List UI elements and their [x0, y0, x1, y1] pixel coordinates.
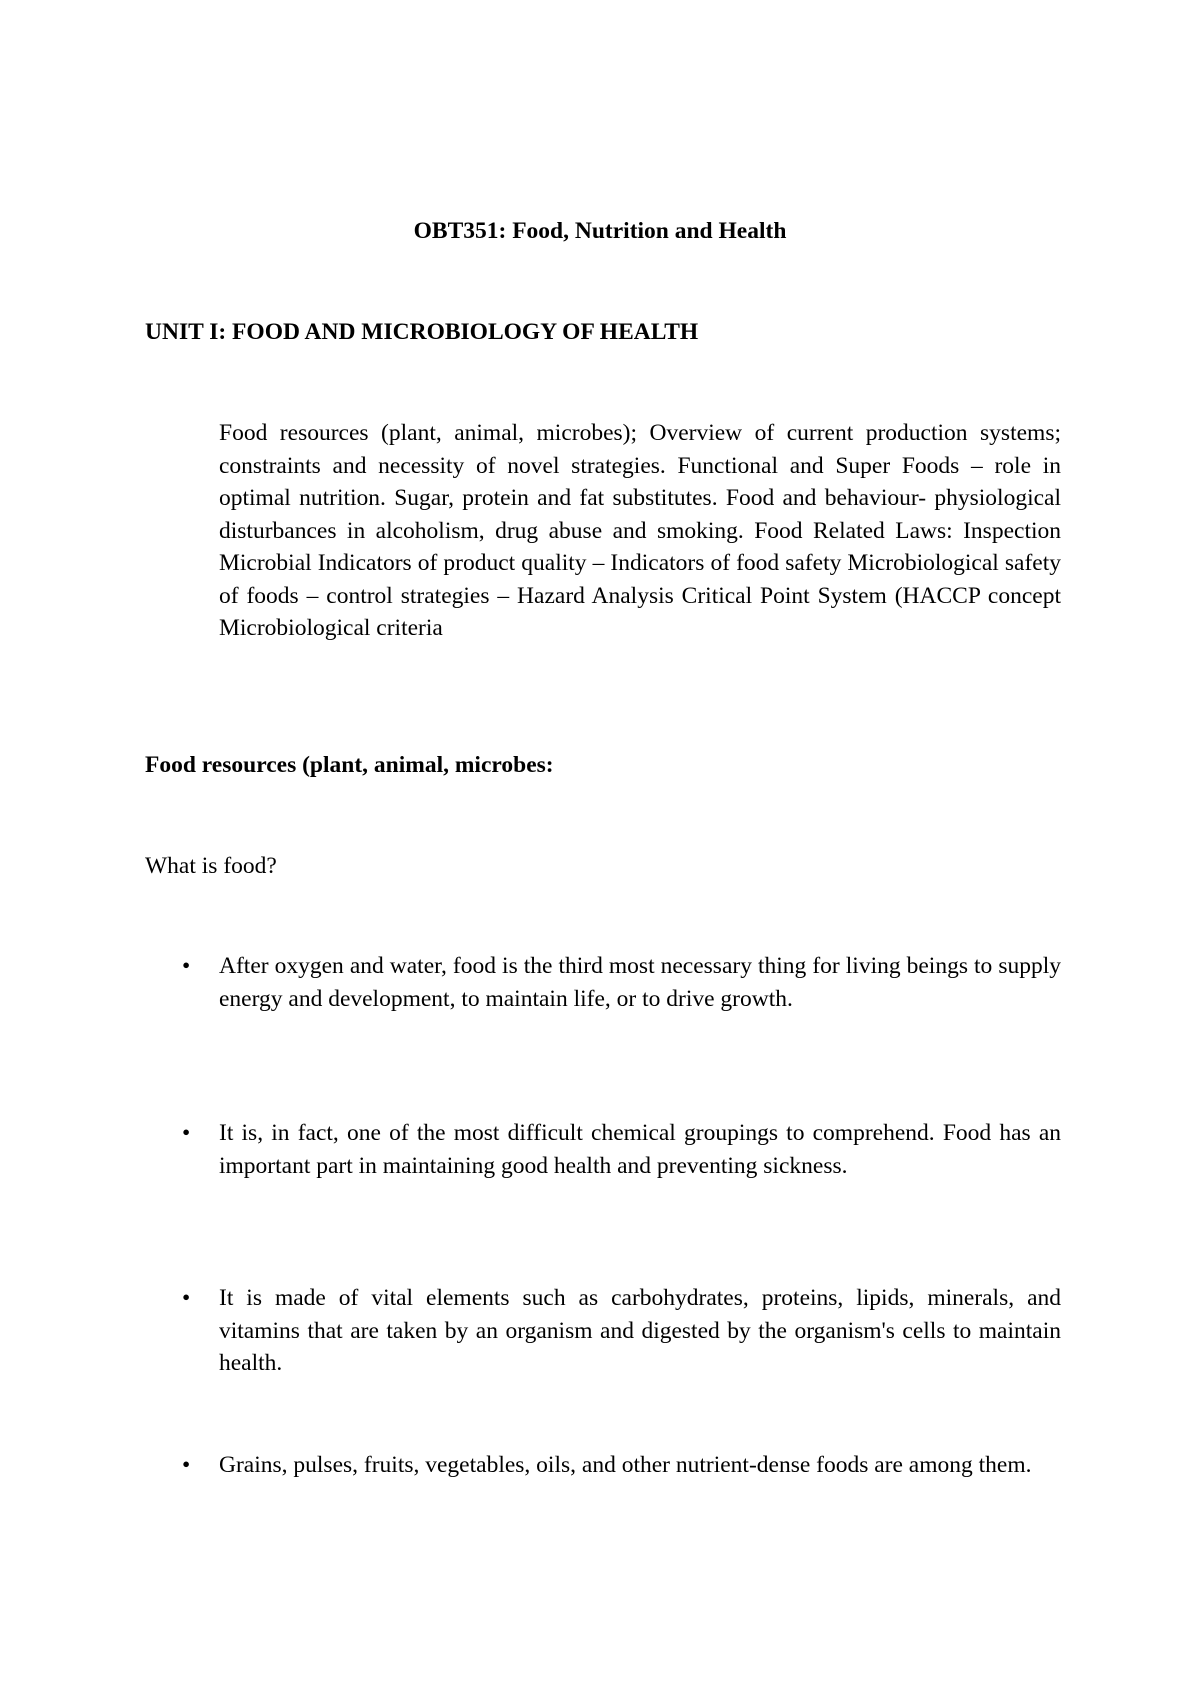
bullet-icon: • [182, 1285, 191, 1311]
bullet-icon: • [182, 1120, 191, 1146]
syllabus-paragraph: Food resources (plant, animal, microbes); Overview of current production systems; constraints and necessity of novel strategies. Functional and Super Foods – role in optimal nutrition. Sugar, protein and fat substitutes. Food and behaviour- physiological disturbances in alcoholism, drug abuse and smoking. Food Related Laws: Inspection Microbial Indicators of product quality – Indicators of food safety Microbiological safety of foods – control strategies – Hazard Analysis Critical Point System (HACCP concept Microbiological criteria [219, 420, 1061, 641]
list-item-text: Grains, pulses, fruits, vegetables, oils, and other nutrient-dense foods are among them. [219, 1452, 1032, 1478]
list-item-text: It is made of vital elements such as carbohydrates, proteins, lipids, minerals, and vitamins that are taken by an organism and digested by the organism's cells to maintain health. [219, 1285, 1061, 1376]
list-item-text: It is, in fact, one of the most difficult chemical groupings to comprehend. Food has an important part in maintaining good health and preventing sickness. [219, 1120, 1061, 1179]
bullet-icon: • [182, 953, 191, 979]
question-text: What is food? [145, 853, 277, 879]
course-title: OBT351: Food, Nutrition and Health [413, 218, 787, 244]
unit-title: UNIT I: FOOD AND MICROBIOLOGY OF HEALTH [145, 319, 699, 345]
bullet-icon: • [182, 1452, 191, 1478]
section-heading: Food resources (plant, animal, microbes: [145, 752, 554, 778]
list-item-text: After oxygen and water, food is the third most necessary thing for living beings to supply energy and development, to maintain life, or to drive growth. [219, 953, 1061, 1012]
